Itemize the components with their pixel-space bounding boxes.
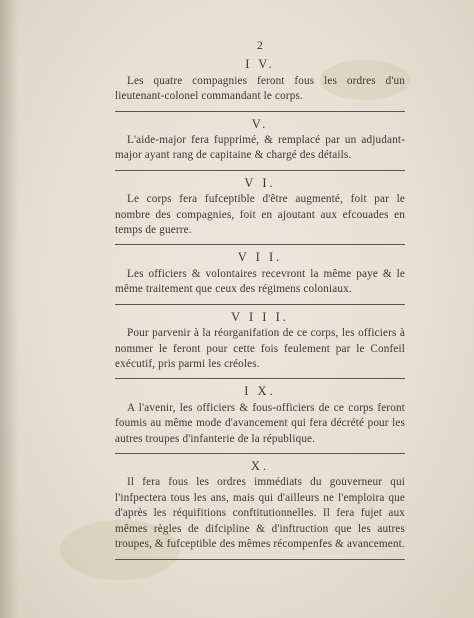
closing-rule <box>115 559 405 560</box>
article-heading: V I I. <box>237 250 283 265</box>
page-edge-shadow <box>0 0 18 618</box>
section-divider <box>115 304 405 305</box>
section-divider <box>115 170 405 171</box>
section-divider <box>115 453 405 454</box>
article-heading: I X. <box>244 384 276 399</box>
article-heading: I V. <box>245 57 275 72</box>
section-divider <box>115 111 405 112</box>
article-text: Pour parvenir à la réorganifation de ce corps, les officiers à nommer le feront pour cette fois feulement par le Confeil exécutif, pris parmi les créoles. <box>115 327 405 370</box>
article-heading: V. <box>251 116 269 131</box>
article-heading: V I I I. <box>231 309 289 324</box>
article-heading: X. <box>250 458 270 473</box>
article-heading: V I. <box>244 175 276 190</box>
article-text: Il fera fous les ordres immédiats du gouverneur qui l'infpectera tous les ans, mais qui d'ailleurs ne l'emploira que d'après les réquifitions conftitutionnelles. Il fera fujet aux mêmes règles de difcipline & d'inftruction que les autres troupes, & fufceptible des mêmes récompenfes & avancement. <box>115 476 405 550</box>
section-divider <box>115 378 405 379</box>
article-text: A l'avenir, les officiers & fous-officiers de ce corps feront foumis au même mode d'avancement qui fera décrété pour les autres troupes d'infanterie de la république. <box>115 401 405 445</box>
article-text: Les officiers & volontaires recevront la même paye & le même traitement que ceux des régimens coloniaux. <box>115 267 405 296</box>
article-text: L'aide-major fera fupprimé, & remplacé par un adjudant-major ayant rang de capitaine & chargé des détails. <box>115 134 405 162</box>
document-body <box>115 38 405 565</box>
page-number: 2 <box>256 38 264 52</box>
section-divider <box>115 244 405 245</box>
article-text: Le corps fera fufceptible d'être augmenté, foit par le nombre des compagnies, foit en ajoutant aux efcouades en temps de guerre. <box>115 193 405 237</box>
article-text: Les quatre compagnies feront fous les ordres d'un lieutenant-colonel commandant le corps. <box>115 74 405 103</box>
